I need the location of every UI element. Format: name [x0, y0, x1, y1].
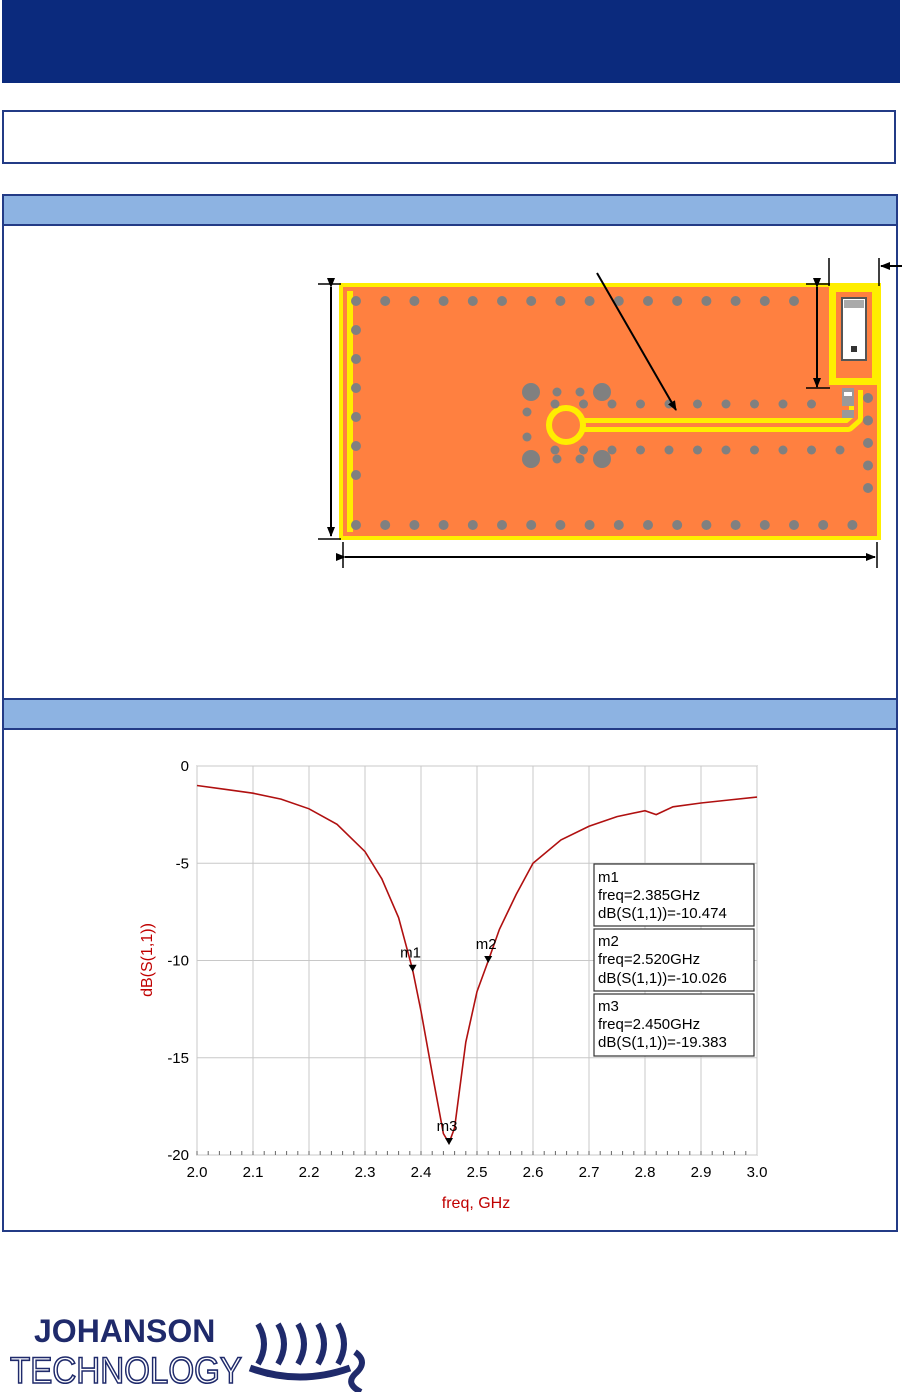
marker-box-m1-freq: freq=2.385GHz — [598, 887, 701, 904]
via — [553, 388, 562, 397]
johanson-logo — [10, 1312, 370, 1392]
marker-box-m3-value: dB(S(1,1))=-19.383 — [598, 1034, 727, 1051]
marker-m3-label: m3 — [436, 1117, 458, 1135]
via — [818, 520, 828, 530]
via — [672, 520, 682, 530]
via — [579, 446, 588, 455]
return-loss-chart — [0, 700, 902, 1230]
x-tick-label: 2.5 — [466, 1164, 488, 1181]
via — [863, 461, 873, 471]
marker-box-m2-name: m2 — [598, 933, 619, 950]
y-tick-label: -15 — [167, 1049, 189, 1067]
x-tick-label: 2.1 — [242, 1164, 264, 1181]
via — [863, 393, 873, 403]
via — [643, 296, 653, 306]
logo-line1: JOHANSON — [34, 1313, 216, 1349]
via — [750, 400, 759, 409]
via — [351, 354, 361, 364]
via — [847, 520, 857, 530]
via — [836, 446, 845, 455]
via — [807, 400, 816, 409]
via — [497, 296, 507, 306]
via — [351, 383, 361, 393]
via — [779, 446, 788, 455]
via — [551, 446, 560, 455]
via — [643, 520, 653, 530]
via — [439, 520, 449, 530]
via — [807, 446, 816, 455]
via — [468, 520, 478, 530]
via — [760, 296, 770, 306]
via — [579, 400, 588, 409]
via — [351, 325, 361, 335]
via — [665, 446, 674, 455]
marker-readout-boxes — [594, 864, 754, 1056]
y-tick-label: -10 — [167, 952, 189, 970]
marker-box-m3-name: m3 — [598, 998, 619, 1015]
x-tick-label: 2.2 — [298, 1164, 320, 1181]
via — [522, 383, 540, 401]
via — [608, 446, 617, 455]
via — [789, 296, 799, 306]
marker-box-m1-name: m1 — [598, 869, 619, 886]
via — [526, 296, 536, 306]
marker-m1-label: m1 — [400, 944, 422, 962]
y-tick-label: -20 — [167, 1147, 189, 1164]
via — [731, 520, 741, 530]
x-tick-label: 2.3 — [354, 1164, 376, 1181]
y-tick-label: 0 — [180, 758, 189, 775]
x-tick-label: 2.6 — [522, 1164, 544, 1181]
via — [468, 296, 478, 306]
via — [526, 520, 536, 530]
via — [863, 438, 873, 448]
via — [636, 446, 645, 455]
matching-component — [842, 388, 854, 406]
y-axis-label: dB(S(1,1)) — [139, 923, 156, 997]
via — [380, 520, 390, 530]
marker-box-m1-value: dB(S(1,1))=-10.474 — [598, 905, 727, 922]
via — [672, 296, 682, 306]
via — [351, 520, 361, 530]
via — [351, 296, 361, 306]
via — [789, 520, 799, 530]
via — [722, 400, 731, 409]
via — [351, 470, 361, 480]
y-tick-label: -5 — [175, 855, 189, 873]
wave-mark-icon — [250, 1324, 350, 1377]
x-axis-label: freq, GHz — [441, 1195, 511, 1212]
via — [576, 455, 585, 464]
via — [722, 446, 731, 455]
via — [351, 441, 361, 451]
x-tick-label: 2.4 — [410, 1164, 432, 1181]
via — [636, 400, 645, 409]
via — [351, 412, 361, 422]
via — [585, 296, 595, 306]
via — [497, 520, 507, 530]
marker-box-m3-freq: freq=2.450GHz — [598, 1016, 701, 1033]
via — [551, 400, 560, 409]
via — [608, 400, 617, 409]
via — [409, 520, 419, 530]
via — [522, 450, 540, 468]
via — [439, 296, 449, 306]
marker-box-m2-value: dB(S(1,1))=-10.026 — [598, 970, 727, 987]
x-tick-label: 2.8 — [634, 1164, 656, 1181]
via — [779, 400, 788, 409]
via — [593, 383, 611, 401]
x-tick-label: 2.0 — [186, 1164, 208, 1181]
via — [701, 520, 711, 530]
via — [585, 520, 595, 530]
via — [614, 520, 624, 530]
logo-line2: TECHNOLOGY — [10, 1350, 242, 1391]
via — [553, 455, 562, 464]
via — [863, 483, 873, 493]
via — [593, 450, 611, 468]
via — [523, 408, 532, 417]
via — [863, 416, 873, 426]
via — [555, 520, 565, 530]
pcb-board — [341, 285, 879, 538]
via — [693, 446, 702, 455]
via — [701, 296, 711, 306]
feed-pad — [549, 408, 583, 442]
via — [523, 433, 532, 442]
via — [731, 296, 741, 306]
via — [750, 446, 759, 455]
marker-box-m2-freq: freq=2.520GHz — [598, 951, 701, 968]
x-tick-label: 2.7 — [578, 1164, 600, 1181]
via — [409, 296, 419, 306]
marker-m2-label: m2 — [475, 936, 497, 954]
via — [555, 296, 565, 306]
x-tick-label: 2.9 — [690, 1164, 712, 1181]
via — [576, 388, 585, 397]
via — [380, 296, 390, 306]
x-tick-label: 3.0 — [746, 1164, 768, 1181]
via — [693, 400, 702, 409]
via — [760, 520, 770, 530]
